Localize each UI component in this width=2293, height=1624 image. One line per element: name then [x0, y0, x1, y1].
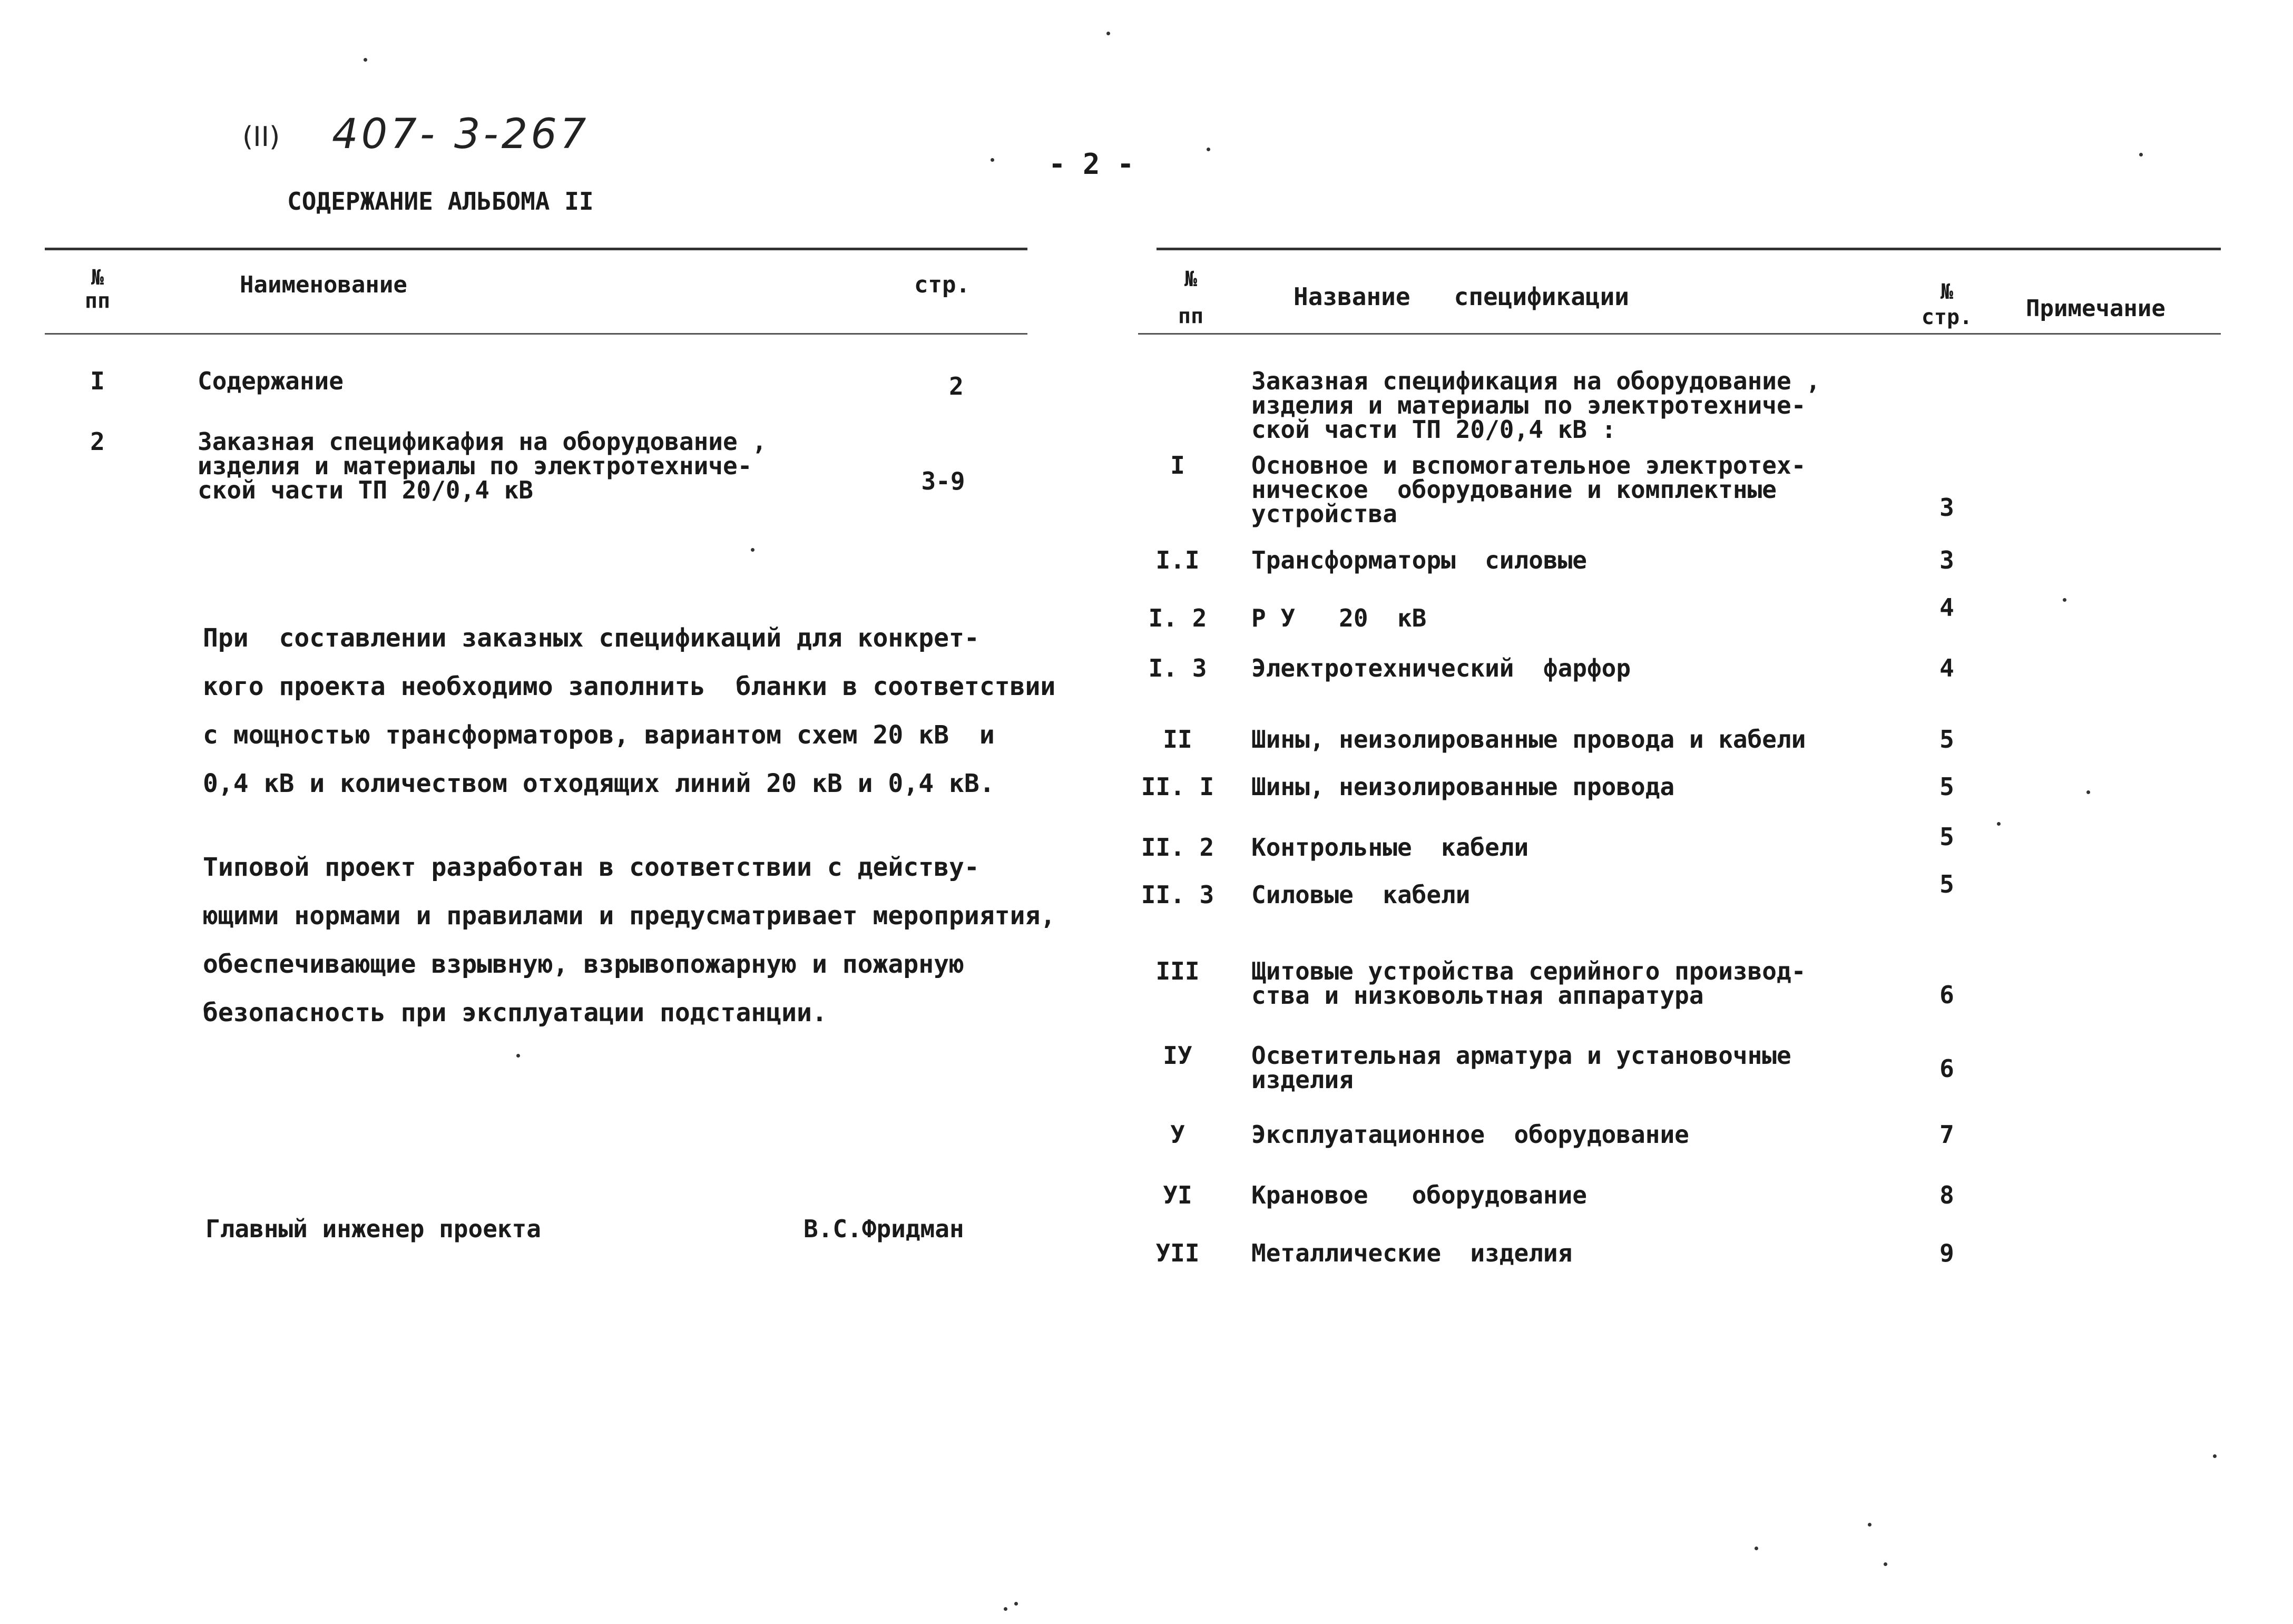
- speck: [1755, 1547, 1758, 1550]
- right-row-name: Крановое оборудование: [1251, 1181, 1587, 1209]
- right-header-page: № стр.: [1921, 280, 1973, 329]
- left-table-header-rule: [45, 333, 1027, 335]
- right-row-name: Трансформаторы силовые: [1251, 546, 1587, 574]
- right-row-name: Силовые кабели: [1251, 881, 1471, 909]
- left-header-name: Наименование: [240, 271, 407, 298]
- right-row-num: II: [1163, 725, 1192, 754]
- speck: [991, 158, 994, 162]
- right-row-page: 3: [1939, 546, 1954, 574]
- right-row-name: Шины, неизолированные провода и кабели: [1251, 725, 1806, 754]
- right-row-page: 7: [1939, 1120, 1954, 1149]
- right-row-page: 9: [1939, 1239, 1954, 1267]
- right-row-num: IУ: [1163, 1041, 1192, 1070]
- right-row-name: Р У 20 кВ: [1251, 604, 1427, 632]
- right-row-name: Электротехнический фарфор: [1251, 654, 1631, 682]
- left-row-num: 2: [90, 427, 105, 456]
- left-table-top-rule: [45, 248, 1027, 250]
- speck: [1004, 1607, 1007, 1611]
- left-row-name: Содержание: [198, 367, 344, 395]
- speck: [1207, 148, 1210, 151]
- left-row-num: I: [90, 367, 105, 395]
- right-row-num: УII: [1155, 1239, 1200, 1267]
- right-row-name: Контрольные кабели: [1251, 833, 1529, 862]
- right-row-num: II. 3: [1141, 881, 1214, 909]
- right-table-header-rule: [1138, 333, 2221, 335]
- right-row-page: 8: [1939, 1181, 1954, 1209]
- right-header-note: Примечание: [2026, 295, 2165, 322]
- left-header-page: стр.: [914, 271, 970, 298]
- left-header-num: № пп: [84, 266, 111, 313]
- speck: [1014, 1602, 1018, 1606]
- left-row-page: 2: [949, 372, 964, 400]
- right-row-name: Осветительная арматура и установочные изделия: [1251, 1041, 1791, 1094]
- note-paragraph-2: Типовой проект разработан в соответствии с действу- ющими нормами и правилами и предусматривает мероприятия, обеспечивающие взрывную, взрывопожарную и пожарную безопасность при эксплуатации подстанции.: [203, 853, 1056, 1028]
- speck: [1884, 1562, 1887, 1566]
- right-row-num: У: [1170, 1120, 1185, 1149]
- right-row-num: I. 3: [1148, 654, 1207, 682]
- doc-code: 407- 3-267: [332, 111, 590, 158]
- speck: [364, 58, 367, 62]
- right-table-top-rule: [1157, 248, 2221, 250]
- right-row-page: 4: [1939, 593, 1954, 622]
- right-row-page: 5: [1939, 823, 1954, 851]
- right-row-name: Металлические изделия: [1251, 1239, 1573, 1267]
- right-row-num: I. 2: [1148, 604, 1207, 632]
- left-row-name: Заказная спецификафия на оборудование , изделия и материалы по электротехниче- ской части ТП 20/0,4 кВ: [198, 427, 767, 504]
- right-row-num: I.I: [1155, 546, 1200, 574]
- speck: [2213, 1454, 2217, 1458]
- speck: [2063, 598, 2066, 602]
- speck: [1106, 32, 1110, 35]
- right-row-page: 6: [1939, 981, 1954, 1009]
- right-row-name: Основное и вспомогательное электротех- ническое оборудование и комплектные устройства: [1251, 451, 1806, 528]
- speck: [2139, 153, 2143, 156]
- right-row-page: 5: [1939, 870, 1954, 898]
- speck: [751, 548, 754, 552]
- note-paragraph-1: При составлении заказных спецификаций для конкрет- кого проекта необходимо заполнить бланки в соответствии с мощностью трансформаторов, вариантом схем 20 кВ и 0,4 кВ и количеством отходящих линий 20 кВ и 0,4 кВ.: [203, 623, 1056, 798]
- right-row-page: 5: [1939, 772, 1954, 801]
- page-number: - 2 -: [1048, 148, 1134, 181]
- right-row-page: 6: [1939, 1054, 1954, 1083]
- signature-name: В.С.Фридман: [803, 1215, 964, 1243]
- right-row-name: Шины, неизолированные провода: [1251, 772, 1675, 801]
- left-row-page: 3-9: [921, 467, 965, 495]
- speck: [516, 1054, 520, 1058]
- right-row-num: УI: [1163, 1181, 1192, 1209]
- right-header-num: № пп: [1178, 267, 1204, 328]
- right-table-intro: Заказная спецификация на оборудование , изделия и материалы по электротехниче- ской части ТП 20/0,4 кВ :: [1251, 367, 1821, 444]
- right-header-name: Название спецификации: [1294, 282, 1629, 311]
- speck: [1868, 1523, 1871, 1527]
- right-row-page: 3: [1939, 493, 1954, 522]
- right-row-num: II. 2: [1141, 833, 1214, 862]
- doc-prefix: (II): [242, 121, 280, 153]
- speck: [1997, 822, 2001, 826]
- right-row-num: II. I: [1141, 772, 1214, 801]
- right-row-name: Эксплуатационное оборудование: [1251, 1120, 1689, 1149]
- right-row-num: III: [1155, 957, 1200, 985]
- right-row-name: Щитовые устройства серийного производ- ства и низковольтная аппаратура: [1251, 957, 1806, 1010]
- right-row-num: I: [1170, 451, 1185, 480]
- right-row-page: 5: [1939, 725, 1954, 754]
- signature-role: Главный инженер проекта: [205, 1215, 541, 1243]
- right-row-page: 4: [1939, 654, 1954, 682]
- album-title: СОДЕРЖАНИЕ АЛЬБОМА II: [287, 187, 594, 216]
- speck: [2086, 790, 2090, 794]
